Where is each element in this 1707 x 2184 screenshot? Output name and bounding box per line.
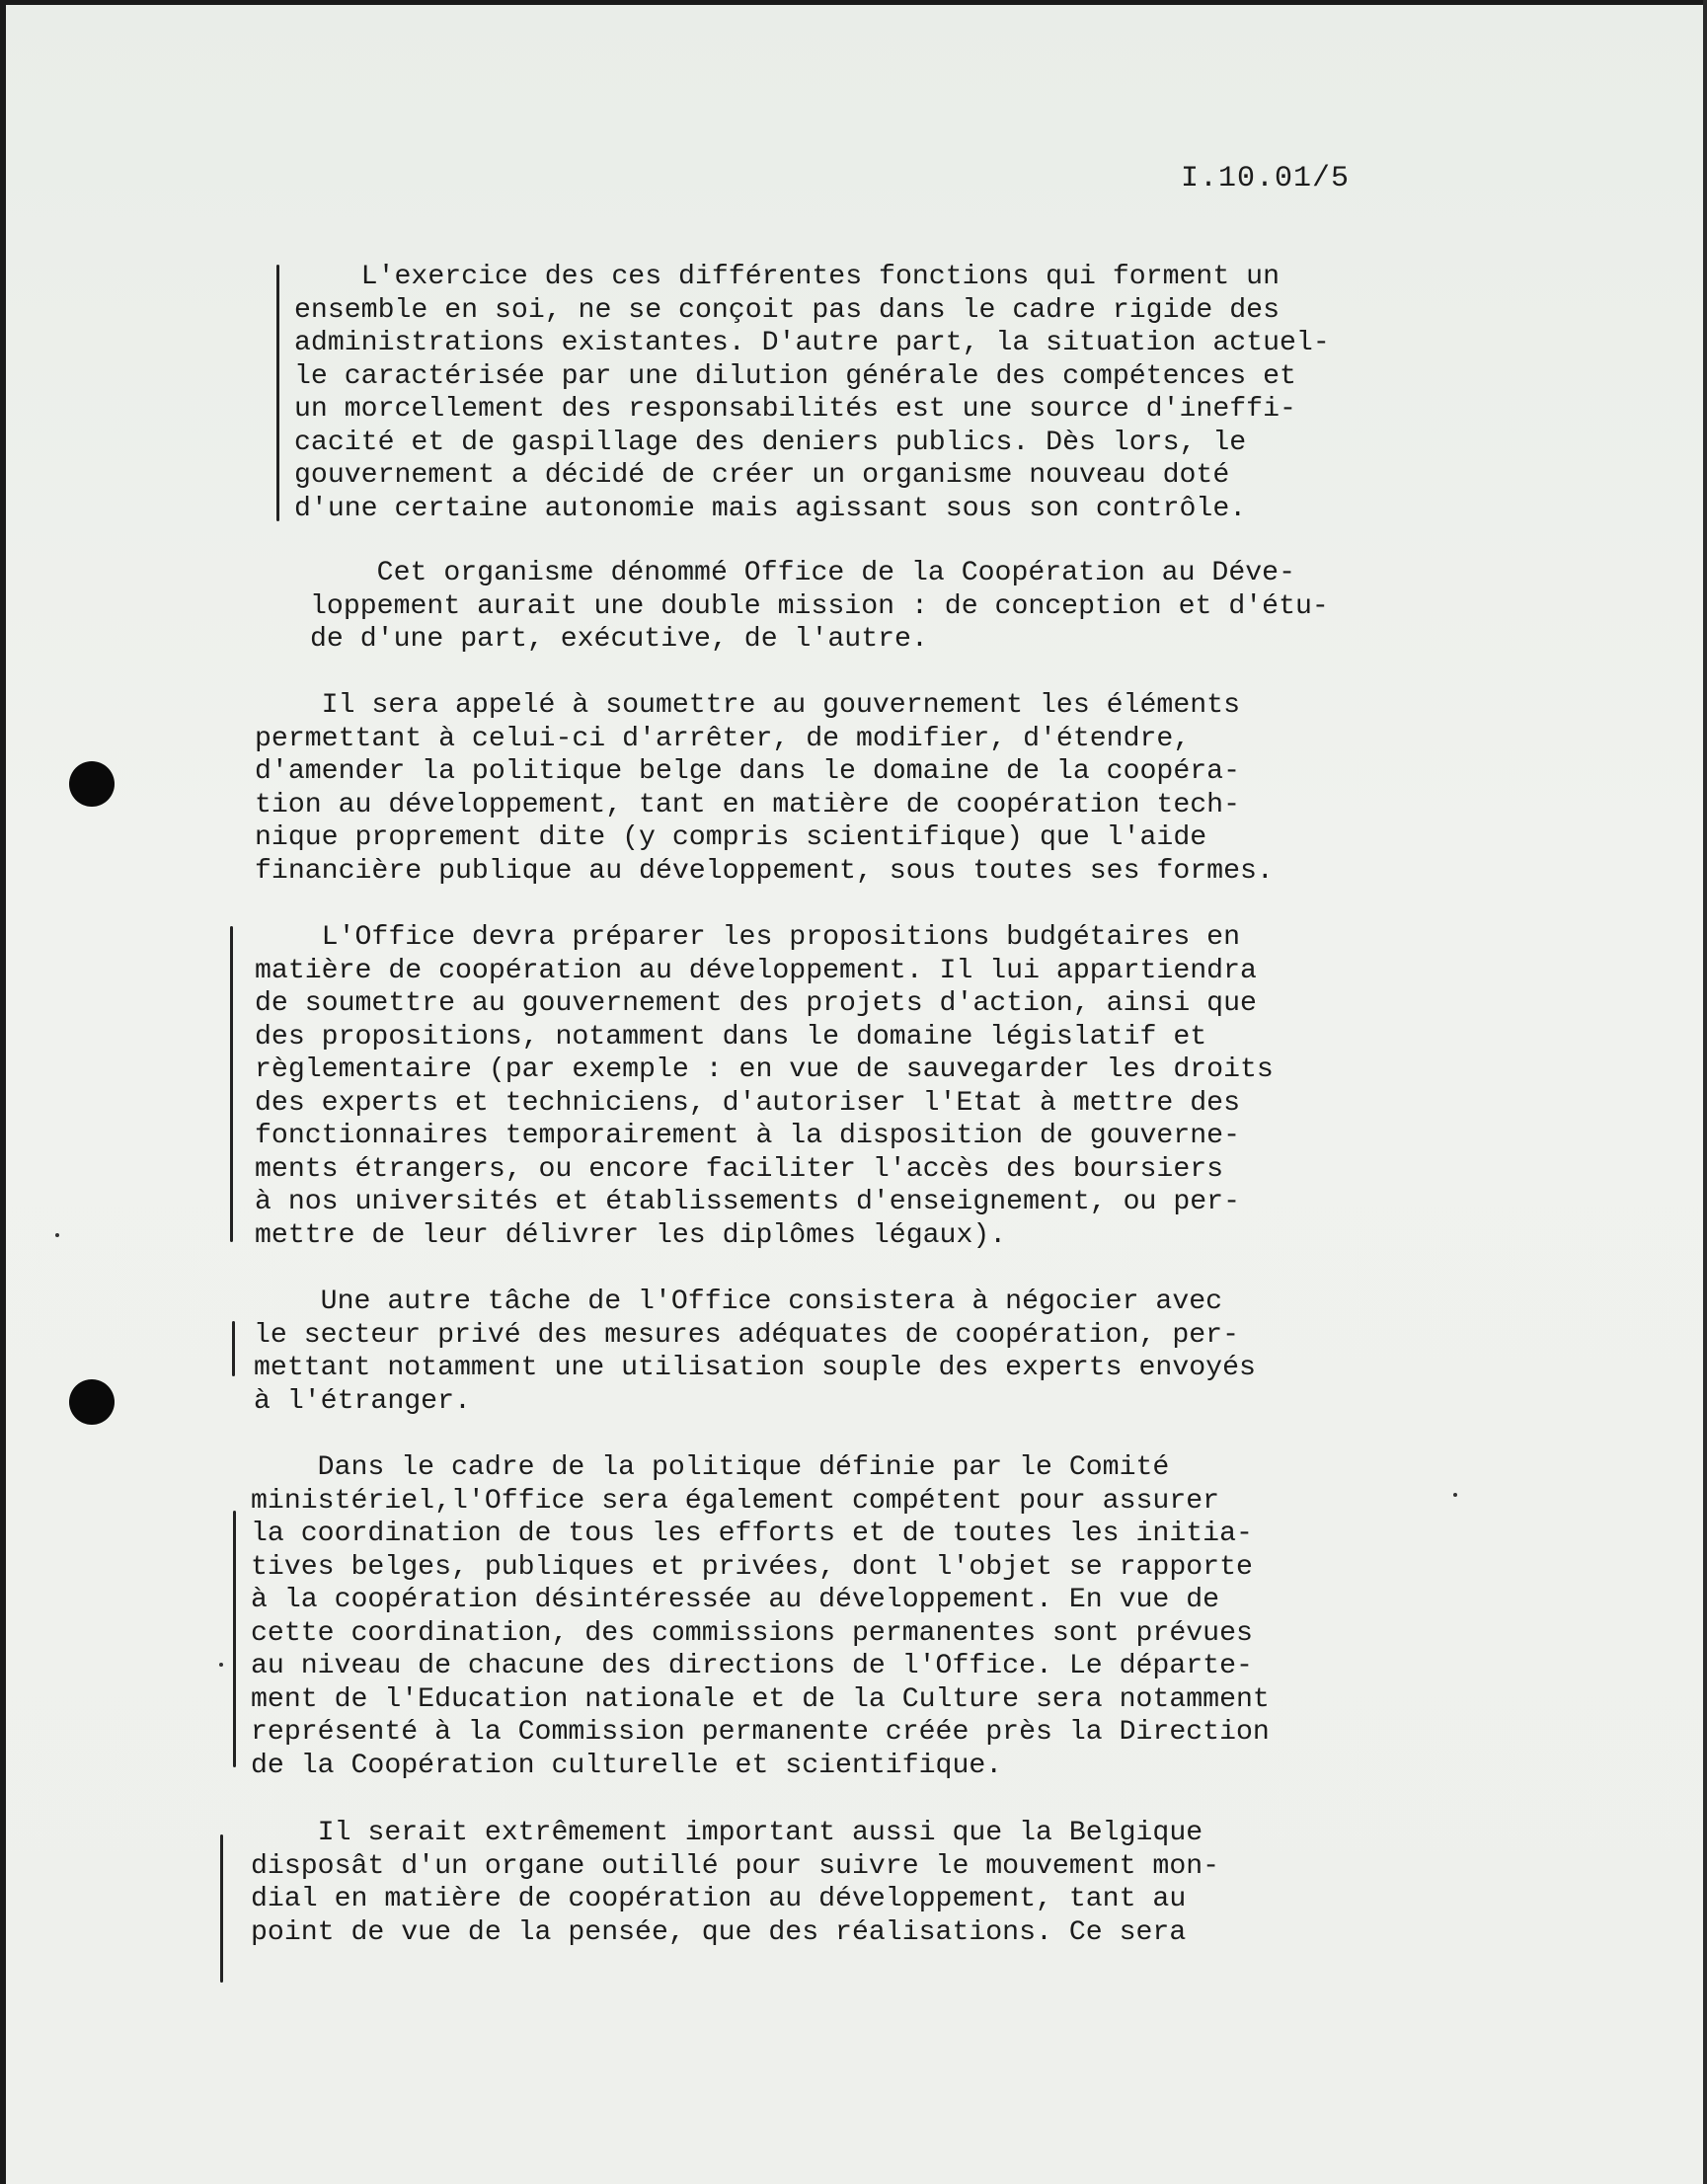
paragraph-4 (255, 921, 1274, 1252)
punch-hole-bottom (69, 1379, 115, 1425)
paragraph-3 (255, 689, 1274, 888)
scan-speck (219, 1663, 223, 1667)
text-line: des experts et techniciens, d'autoriser l'Etat à mettre des (255, 1087, 1240, 1119)
text-line: ministériel,l'Office sera également compétent pour assurer (251, 1485, 1220, 1517)
text-line: permettant à celui-ci d'arrêter, de modifier, d'étendre, (255, 723, 1191, 754)
paragraph-2 (310, 557, 1329, 657)
text-line: tion au développement, tant en matière de coopération tech- (255, 789, 1240, 820)
text-line: disposât d'un organe outillé pour suivre le mouvement mon- (251, 1850, 1220, 1882)
text-line: de la Coopération culturelle et scientifique. (251, 1750, 1003, 1781)
margin-mark-p1 (276, 265, 279, 521)
text-line: représenté à la Commission permanente créée près la Direction (251, 1717, 1270, 1748)
margin-mark-p6 (233, 1511, 236, 1767)
text-line: financière publique au développement, sous toutes ses formes. (255, 855, 1274, 887)
punch-hole-top (69, 761, 115, 807)
text-line: matière de coopération au développement. Il lui appartiendra (255, 955, 1257, 986)
paragraph-1 (294, 261, 1330, 525)
scan-edge-right (1703, 0, 1707, 2184)
text-line: le secteur privé des mesures adéquates de coopération, per- (254, 1319, 1239, 1351)
text-line: L'Office devra préparer les propositions budgétaires en (255, 922, 1240, 953)
text-line: fonctionnaires temporairement à la disposition de gouverne- (255, 1121, 1240, 1151)
scan-edge-left (0, 0, 6, 2184)
text-line: de d'une part, exécutive, de l'autre. (310, 624, 928, 655)
text-line: un morcellement des responsabilités est une source d'ineffi- (294, 394, 1296, 425)
text-line: mettre de leur délivrer les diplômes légaux). (255, 1219, 1007, 1251)
text-line: gouvernement a décidé de créer un organisme nouveau doté (294, 460, 1230, 491)
scan-edge-top (0, 0, 1707, 5)
scan-speck (1453, 1493, 1457, 1497)
text-line: règlementaire (par exemple : en vue de sauvegarder les droits (255, 1054, 1274, 1085)
text-line: ment de l'Education nationale et de la Culture sera notamment (251, 1683, 1270, 1715)
document-reference: I.10.01/5 (1181, 162, 1351, 195)
text-line: Dans le cadre de la politique définie par le Comité (251, 1452, 1170, 1483)
paragraph-6 (251, 1451, 1270, 1782)
text-line: de soumettre au gouvernement des projets d'action, ainsi que (255, 988, 1257, 1019)
text-line: cacité et de gaspillage des deniers publics. Dès lors, le (294, 427, 1247, 458)
text-line: ensemble en soi, ne se conçoit pas dans le cadre rigide des (294, 294, 1280, 326)
text-line: ments étrangers, ou encore faciliter l'accès des boursiers (255, 1153, 1224, 1185)
text-line: nique proprement dite (y compris scientifique) que l'aide (255, 822, 1207, 853)
text-line: des propositions, notamment dans le domaine législatif et (255, 1021, 1207, 1053)
text-line: L'exercice des ces différentes fonctions qui forment un (294, 262, 1280, 292)
text-line: la coordination de tous les efforts et de toutes les initia- (251, 1519, 1253, 1549)
margin-mark-p5 (232, 1321, 235, 1376)
text-line: tives belges, publiques et privées, dont l'objet se rapporte (251, 1551, 1253, 1583)
text-line: loppement aurait une double mission : de conception et d'étu- (310, 590, 1329, 622)
text-line: Il serait extrêmement important aussi que la Belgique (251, 1818, 1203, 1848)
text-line: cette coordination, des commissions permanentes sont prévues (251, 1617, 1253, 1649)
text-line: Une autre tâche de l'Office consistera à négocier avec (254, 1287, 1223, 1317)
text-line: le caractérisée par une dilution générale des compétences et (294, 360, 1296, 392)
text-line: dial en matière de coopération au développement, tant au (251, 1884, 1187, 1914)
text-line: au niveau de chacune des directions de l'Office. Le départe- (251, 1651, 1253, 1681)
margin-mark-p4 (230, 926, 233, 1242)
text-line: à l'étranger. (254, 1385, 471, 1417)
paragraph-5 (254, 1286, 1256, 1418)
paragraph-7 (251, 1817, 1219, 1949)
text-line: administrations existantes. D'autre part, la situation actuel- (294, 328, 1330, 358)
text-line: à la coopération désintéressée au développement. En vue de (251, 1585, 1220, 1615)
scan-speck (55, 1233, 59, 1237)
text-line: Il sera appelé à soumettre au gouvernement les éléments (255, 690, 1240, 721)
text-line: à nos universités et établissements d'enseignement, ou per- (255, 1187, 1240, 1217)
text-line: point de vue de la pensée, que des réalisations. Ce sera (251, 1916, 1187, 1948)
text-line: mettant notamment une utilisation souple des experts envoyés (254, 1353, 1256, 1383)
text-line: d'une certaine autonomie mais agissant sous son contrôle. (294, 493, 1247, 524)
text-line: Cet organisme dénommé Office de la Coopération au Déve- (310, 558, 1295, 588)
margin-mark-p7 (220, 1834, 223, 1983)
text-line: d'amender la politique belge dans le domaine de la coopéra- (255, 756, 1240, 787)
